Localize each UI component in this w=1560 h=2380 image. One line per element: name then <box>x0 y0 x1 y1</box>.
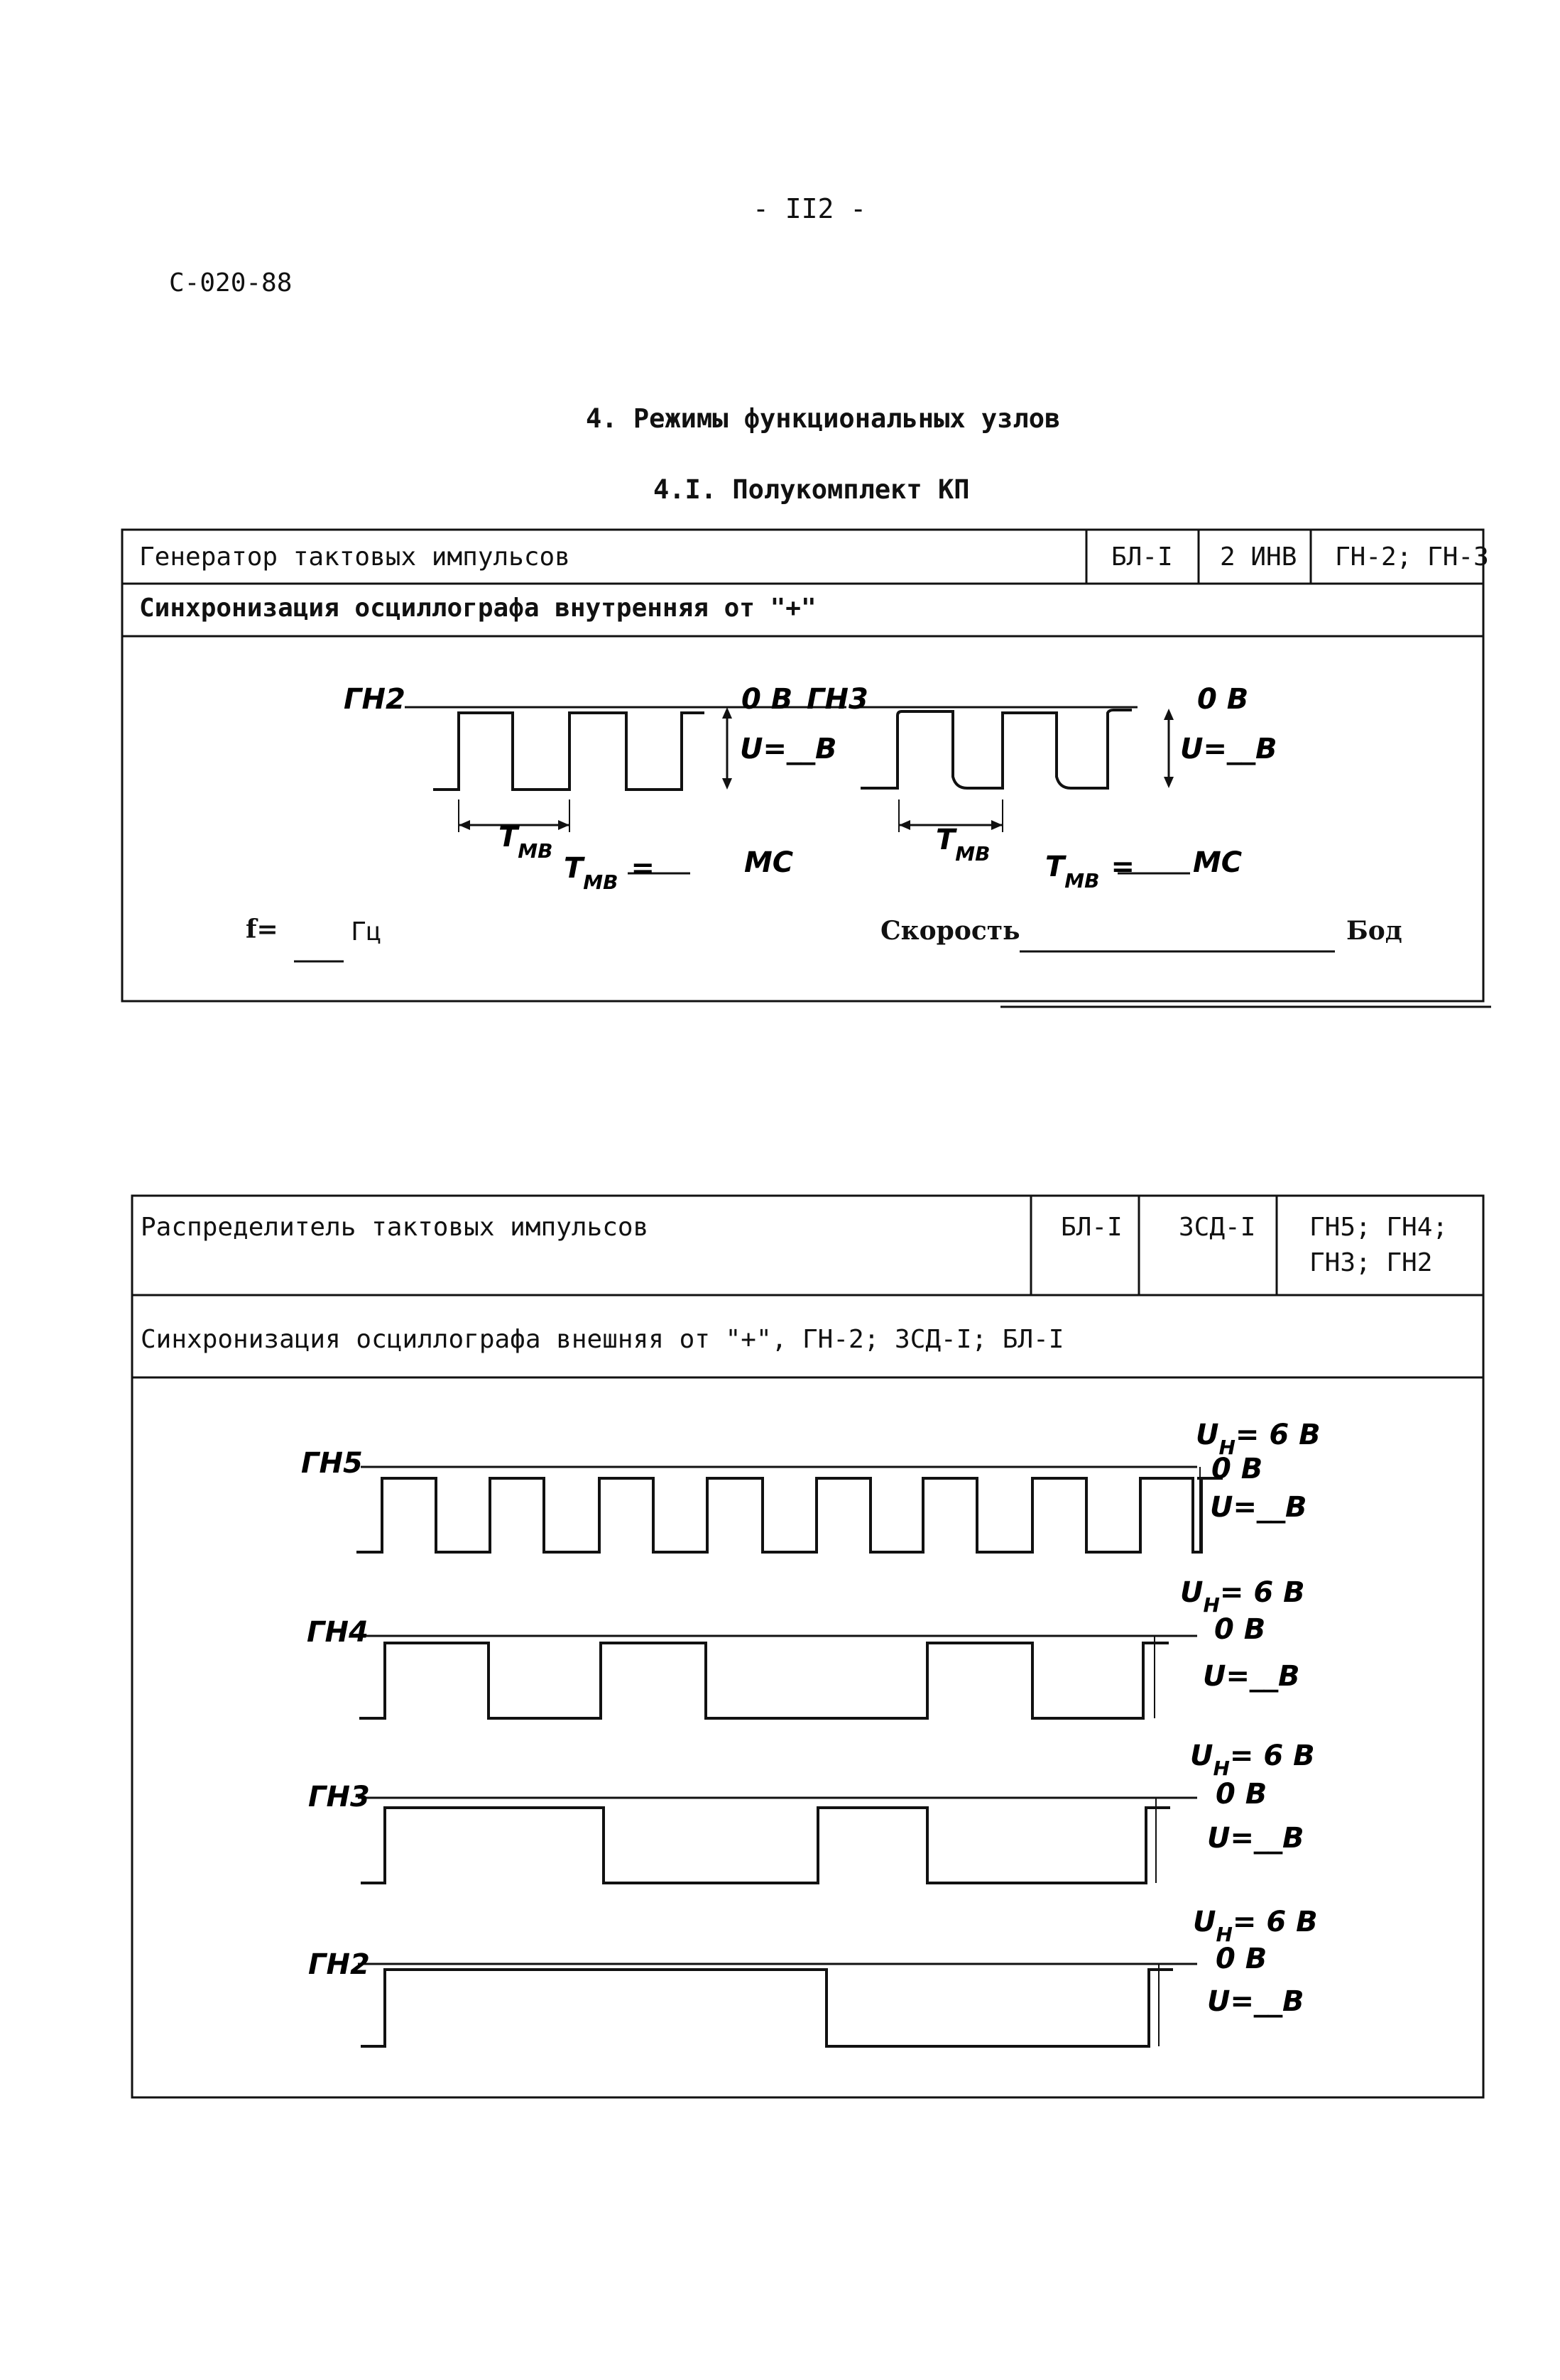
gn3-period-label: $T_{МВ}$ <box>936 824 991 866</box>
gn4-waveform <box>359 1643 1169 1718</box>
speed-unit: Бод <box>1346 916 1402 946</box>
gn5-u-label: U=__В <box>1210 1491 1307 1524</box>
gn2-period-unit: МС <box>744 846 794 879</box>
table2-waveform-diagram <box>132 1377 1483 2097</box>
gn3-u-label: U=__В <box>1180 733 1277 765</box>
gn3-waveform-t2 <box>361 1808 1170 1883</box>
gn3-period-unit: МС <box>1193 846 1243 879</box>
gn3-u-label-t2: U=__В <box>1207 1822 1304 1855</box>
gn3-zero-volt: 0 В <box>1197 683 1249 716</box>
table1-block-cell: БЛ-I <box>1111 542 1173 572</box>
gn2-zero-volt-t2: 0 В <box>1216 1943 1267 1975</box>
gn5-zero-volt: 0 В <box>1211 1453 1263 1485</box>
gn2-zero-volt: 0 В <box>741 683 793 716</box>
gn3-zero-volt-t2: 0 В <box>1216 1778 1267 1811</box>
gn2-waveform-t2 <box>361 1970 1173 2046</box>
gn3-uh-label: $U_Н= 6$ В <box>1190 1740 1315 1780</box>
table1-sync-row: Синхронизация осциллографа внутренняя от "+" <box>139 594 817 623</box>
gn2-label: ГН2 <box>344 683 405 716</box>
gn2-waveform <box>433 713 704 790</box>
gn5-uh-label: $U_Н= 6$ В <box>1196 1419 1321 1459</box>
gn3-label: ГН3 <box>807 683 868 716</box>
table1-name-cell: Генератор тактовых импульсов <box>139 542 570 572</box>
gn3-label-t2: ГН3 <box>308 1781 370 1813</box>
gn4-zero-volt: 0 В <box>1214 1613 1266 1646</box>
gn3-period-value: $T_{МВ}$ = <box>1045 851 1135 892</box>
gn2-period-label: $T_{МВ}$ <box>498 821 553 863</box>
page-number: - II2 - <box>753 193 867 224</box>
table2-block-cell: БЛ-I <box>1061 1213 1123 1242</box>
table2-points-line1: ГН5; ГН4; <box>1309 1213 1449 1242</box>
table2-unit-cell: ЗСД-I <box>1179 1213 1256 1242</box>
gn5-waveform <box>356 1478 1223 1552</box>
gn2-u-label-t2: U=__В <box>1207 1985 1304 2018</box>
gn3-waveform <box>861 710 1132 788</box>
gn4-label: ГН4 <box>307 1616 369 1649</box>
gn4-uh-label: $U_Н= 6$ В <box>1180 1576 1305 1617</box>
table1-waveform-diagram <box>122 636 1483 1001</box>
frequency-unit: Гц <box>351 917 382 946</box>
gn4-u-label: U=__В <box>1203 1660 1300 1693</box>
table1-points-cell: ГН-2; ГН-3 <box>1335 542 1489 572</box>
subsection-title: 4.I. Полукомплект КП <box>653 474 970 505</box>
gn5-label: ГН5 <box>301 1447 363 1480</box>
document-code: С-020-88 <box>169 268 293 298</box>
table2-sync-row: Синхронизация осциллографа внешняя от "+", ГН-2; ЗСД-I; БЛ-I <box>141 1325 1064 1354</box>
table2-points-line2: ГН3; ГН2 <box>1309 1248 1433 1277</box>
speed-label: Скорость <box>880 916 1020 946</box>
gn2-uh-label: $U_Н= 6$ В <box>1193 1906 1318 1946</box>
frequency-label: f= <box>246 915 278 944</box>
gn2-label-t2: ГН2 <box>308 1948 370 1981</box>
gn2-period-value: $T_{МВ}$ = <box>564 852 655 894</box>
table2-name-cell: Распределитель тактовых импульсов <box>141 1213 649 1242</box>
gn2-u-label: U=__В <box>740 733 837 765</box>
section-title: 4. Режимы функциональных узлов <box>586 403 1061 434</box>
table1-unit-cell: 2 ИНВ <box>1220 542 1297 572</box>
